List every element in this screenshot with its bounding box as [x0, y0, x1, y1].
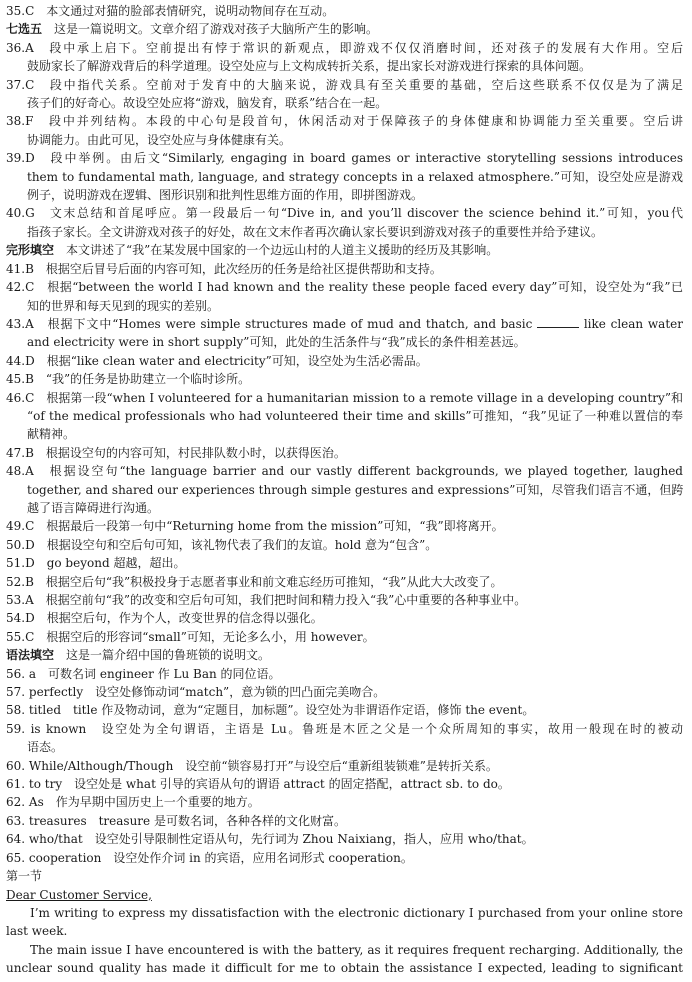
answer-59: 59. is known 设空处为全句谓语，主语是 Lu。鲁班是木匠之父是一个众所周知的事实，故用一般现在时的被动: [6, 721, 683, 736]
answer-51: 51.D go beyond 超越，超出。: [6, 556, 186, 571]
letter-para-2: The main issue I have encountered is with the battery, as it requires frequent recharging. Additionally, the: [30, 942, 683, 957]
answer-37: 37.C 段中指代关系。空前对于发育中的大脑来说，游戏具有至关重要的基础，空后这些联系不仅仅是为了满足: [6, 77, 683, 92]
answer-63: 63. treasures treasure 是可数名词，各种各样的文化财富。: [6, 813, 346, 828]
answer-48: 48.A 根据设空句“the language barrier and our vastly different backgrounds, we played together, laughed: [6, 464, 683, 479]
answer-46-cont: “of the medical professionals who had volunteered their time and skills”可推知，“我”见证了一种难以置信的奉: [27, 408, 683, 423]
answer-37-cont: 孩子们的好奇心。故设空处应将“游戏，脑发育，联系”结合在一起。: [27, 96, 388, 111]
answer-53: 53.A 根据空前句“我”的改变和空后句可知，我们把时间和精力投入“我”心中重要的各种事业中。: [6, 593, 527, 607]
answer-59-cont: 语态。: [27, 740, 64, 755]
section-label: 七选五: [6, 22, 43, 37]
answer-46: 46.C 根据第一段“when I volunteered for a humanitarian mission to a remote village in a developing country”和: [6, 390, 683, 405]
answer-39-cont: them to fundamental math, language, and strategy concepts in a relaxed atmosphere.”可知，设空处应是游戏: [27, 169, 683, 184]
section-heading-cloze: 完形填空 本文讲述了“我”在某发展中国家的一个边远山村的人道主义援助的经历及其影响。: [6, 243, 499, 258]
answer-40: 40.G 文末总结和首尾呼应。第一段最后一句“Dive in, and you’ll discover the science behind it.”可知，you代: [6, 206, 683, 221]
answer-40-cont: 指孩子家长。全文讲游戏对孩子的好处，故在文末作者再次确认家长要识到游戏对孩子的重要性并给予建议。: [27, 224, 604, 239]
answer-60: 60. While/Although/Though 设空前“锁容易打开”与设空后“重新组装锁难”是转折关系。: [6, 758, 498, 773]
answer-62: 62. As 作为早期中国历史上一个重要的地方。: [6, 795, 260, 810]
answer-36: 36.A 段中承上启下。空前提出有悖于常识的新观点，即游戏不仅仅消磨时间，还对孩子的发展有大作用。空后: [6, 40, 683, 55]
answer-55: 55.C 根据空后的形容词“small”可知，无论多么小，用 however。: [6, 629, 375, 644]
letter-para-1: I’m writing to express my dissatisfaction with the electronic dictionary I purchased from your online store: [30, 905, 683, 920]
answer-42: 42.C 根据“between the world I had known and the reality these people faced every day”可知，设空处为“我”已: [6, 280, 683, 295]
answer-58: 58. titled title 作及物动词，意为“定题目，加标题”。设空处为非谓语作定语，修饰 the event。: [6, 703, 535, 718]
answer-54: 54.D 根据空后句，作为个人，改变世界的信念得以强化。: [6, 611, 323, 626]
answer-42-cont: 知的世界和每天见到的现实的差别。: [27, 298, 220, 313]
answer-44: 44.D 根据“like clean water and electricity”可知，设空处为生活必需品。: [6, 353, 428, 368]
blank-underline: [537, 317, 579, 328]
letter-para-2-cont: unclear sound quality has made it difficult for me to obtain the assistance I expected, leading to significant: [6, 961, 683, 976]
section-one-heading: 第一节: [6, 869, 43, 884]
answer-65: 65. cooperation 设空处作介词 in 的宾语，应用名词形式 cooperation。: [6, 850, 413, 865]
answer-43-cont: and electricity were in short supply”可知，此处的生活条件与“我”成长的条件相差甚远。: [27, 335, 526, 350]
answer-36-cont: 鼓励家长了解游戏背后的科学道理。设空处应与上文构成转折关系，提出家长对游戏进行探索的具体问题。: [27, 59, 592, 74]
answer-57: 57. perfectly 设空处修饰动词“match”，意为锁的凹凸面完美吻合。: [6, 685, 386, 700]
letter-para-1-cont: last week.: [6, 924, 68, 939]
answer-39-cont2: 例子，说明游戏在逻辑、图形识别和批判性思维方面的作用，即拼图游戏。: [27, 188, 424, 203]
answer-38-cont: 协调能力。由此可见，设空处应与身体健康有关。: [27, 132, 292, 147]
section-label: 语法填空: [6, 648, 55, 663]
answer-35: 35.C 本文通过对猫的脸部表情研究，说明动物间存在互动。: [6, 4, 335, 18]
answer-45: 45.B “我”的任务是协助建立一个临时诊所。: [6, 372, 251, 387]
answer-46-cont2: 献精神。: [27, 427, 76, 442]
answer-41: 41.B 根据空后冒号后面的内容可知，此次经历的任务是给社区提供帮助和支持。: [6, 261, 442, 276]
answer-48-cont2: 越了语言障碍进行沟通。: [27, 500, 160, 515]
answer-39: 39.D 段中举例。由后文“Similarly, engaging in board games or interactive storytelling sessions introduces: [6, 151, 683, 166]
section-label: 完形填空: [6, 243, 55, 258]
answer-38: 38.F 段中并列结构。本段的中心句是段首句，休闲活动对于保障孩子的身体健康和协调能力至关重要。空后讲: [6, 114, 683, 129]
letter-salutation: Dear Customer Service,: [6, 887, 152, 902]
answer-48-cont: together, and shared our experiences through simple gestures and expressions”可知，尽管我们语言不通，但跨: [27, 482, 683, 497]
answer-49: 49.C 根据最后一段第一句中“Returning home from the mission”可知，“我”即将离开。: [6, 519, 504, 534]
answer-64: 64. who/that 设空处引导限制性定语从句，先行词为 Zhou Naixiang，指人，应用 who/that。: [6, 832, 534, 847]
answer-61: 61. to try 设空处是 what 引导的宾语从句的谓语 attract 的固定搭配，attract sb. to do。: [6, 777, 510, 792]
answer-50: 50.D 根据设空句和空后句可知，该礼物代表了我们的友谊。hold 意为“包含”。: [6, 537, 438, 552]
section-heading-grammar: 语法填空 这是一篇介绍中国的鲁班锁的说明文。: [6, 648, 271, 663]
section-heading-seven-choose-five: 七选五 这是一篇说明文。文章介绍了游戏对孩子大脑所产生的影响。: [6, 22, 379, 37]
answer-56: 56. a 可数名词 engineer 作 Lu Ban 的同位语。: [6, 666, 281, 681]
answer-52: 52.B 根据空后句“我”积极投身于志愿者事业和前文难忘经历可推知，“我”从此大大改变了。: [6, 574, 503, 589]
answer-47: 47.B 根据设空句的内容可知，村民排队数小时，以获得医治。: [6, 445, 346, 460]
answer-43: 43.A 根据下文中“Homes were simple structures made of mud and thatch, and basic like clean water: [6, 316, 683, 331]
